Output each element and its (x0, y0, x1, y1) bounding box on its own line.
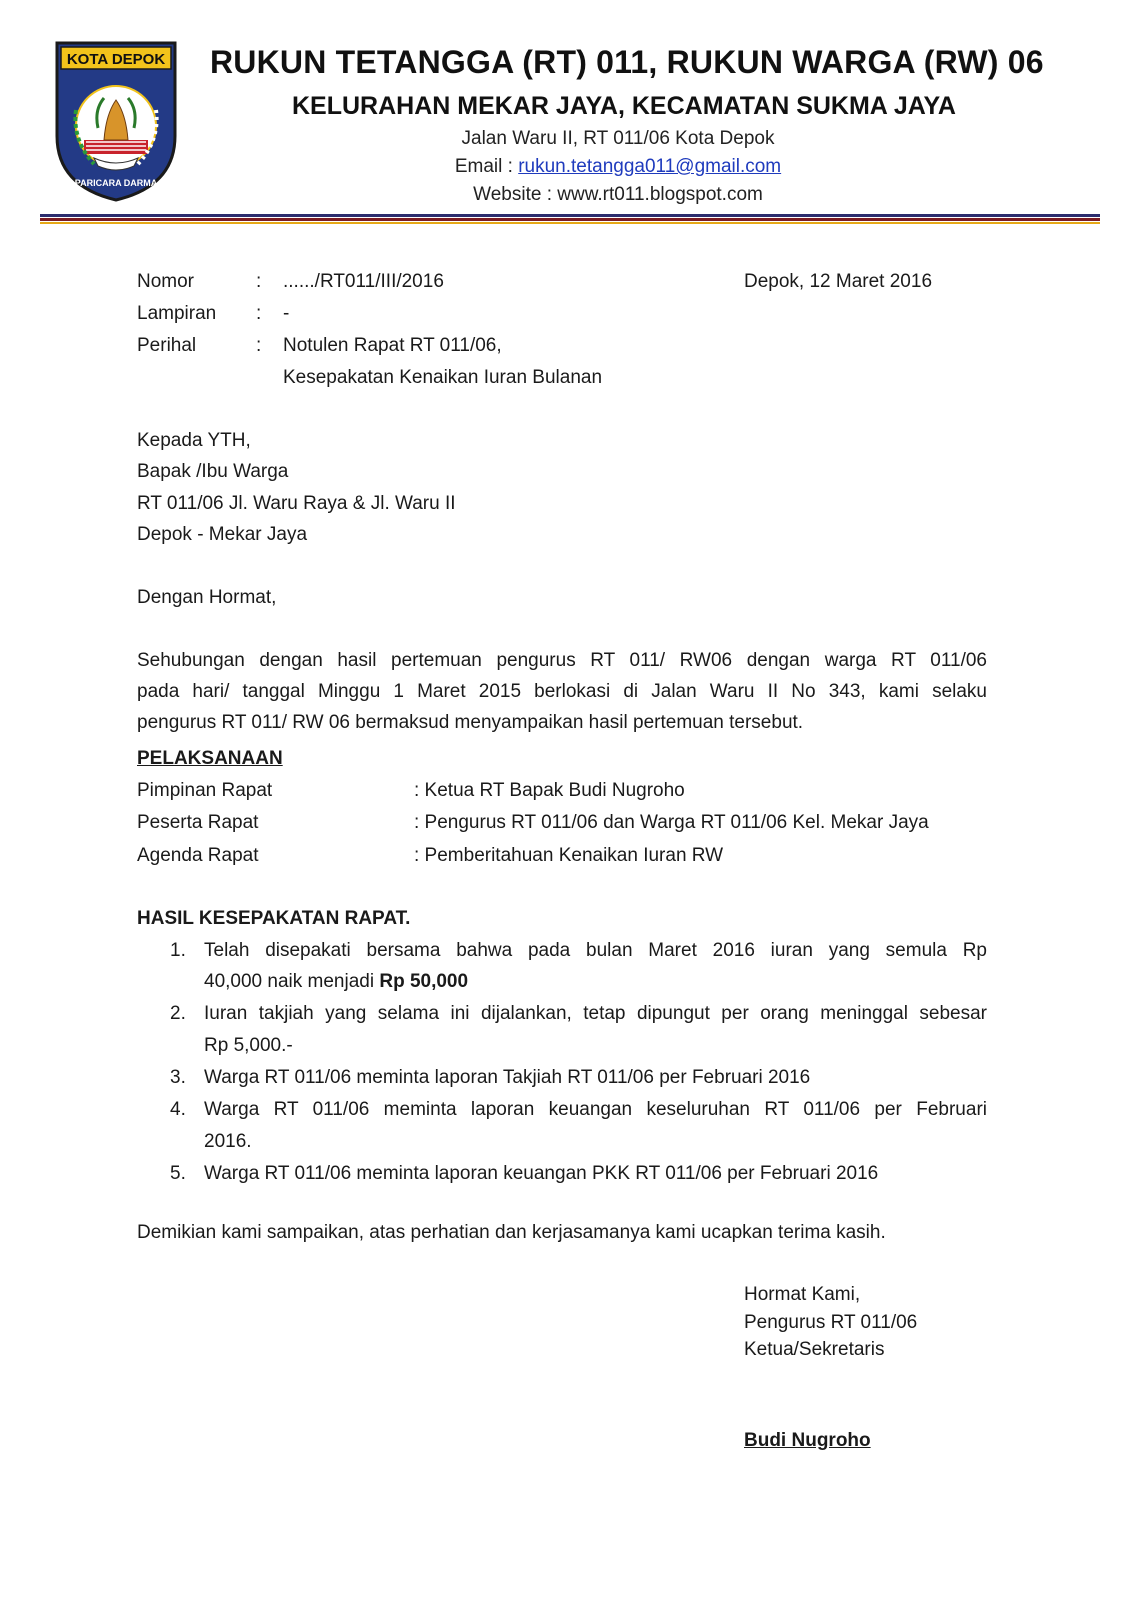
intro-line2: pada hari/ tanggal Minggu 1 Maret 2015 berlokasi di Jalan Waru II No 343, kami selaku (137, 681, 987, 702)
item-number: 3. (170, 1067, 186, 1088)
item-number: 5. (170, 1163, 186, 1184)
recipient-line2: Bapak /Ibu Warga (137, 461, 289, 482)
perihal-label: Perihal (137, 335, 197, 356)
lampiran-value: - (283, 303, 290, 324)
perihal-colon: : (256, 335, 262, 356)
closing-sentence: Demikian kami sampaikan, atas perhatian dan kerjasamanya kami ucapkan terima kasih. (137, 1222, 886, 1243)
emblem-motto: PARICARA DARMA (74, 178, 158, 188)
item-2-line1: Iuran takjiah yang selama ini dijalankan, tetap dipungut per orang meninggal sebesar (204, 1003, 987, 1024)
signatory-name: Budi Nugroho (744, 1430, 871, 1451)
nomor-colon: : (256, 271, 262, 292)
email-label: Email : (454, 156, 519, 177)
intro-line3: pengurus RT 011/ RW 06 bermaksud menyampaikan hasil pertemuan tersebut. (137, 712, 804, 733)
org-website: Website : www.rt011.blogspot.com (473, 184, 763, 205)
recipient-line1: Kepada YTH, (137, 430, 251, 451)
pimpinan-label: Pimpinan Rapat (137, 780, 273, 801)
agenda-label: Agenda Rapat (137, 845, 259, 866)
item-1-new-amount: Rp 50,000 (379, 971, 469, 992)
org-title: RUKUN TETANGGA (RT) 011, RUKUN WARGA (RW) 06 (210, 44, 1044, 80)
lampiran-label: Lampiran (137, 303, 217, 324)
place-date: Depok, 12 Maret 2016 (744, 271, 933, 292)
recipient-line4: Depok - Mekar Jaya (137, 524, 308, 545)
lampiran-colon: : (256, 303, 262, 324)
item-number: 1. (170, 940, 186, 961)
agenda-value: : Pemberitahuan Kenaikan Iuran RW (414, 845, 724, 866)
peserta-value: : Pengurus RT 011/06 dan Warga RT 011/06 Kel. Mekar Jaya (414, 812, 929, 833)
perihal-line1: Notulen Rapat RT 011/06, (283, 335, 502, 356)
item-1-line2-text: 40,000 naik menjadi (204, 971, 380, 992)
item-1-line2 (204, 971, 468, 993)
header-rule-navy (40, 214, 1100, 217)
org-subtitle: KELURAHAN MEKAR JAYA, KECAMATAN SUKMA JAYA (292, 92, 956, 120)
pimpinan-value: : Ketua RT Bapak Budi Nugroho (414, 780, 685, 801)
peserta-label: Peserta Rapat (137, 812, 259, 833)
item-5-line1: Warga RT 011/06 meminta laporan keuangan PKK RT 011/06 per Februari 2016 (204, 1163, 879, 1184)
nomor-label: Nomor (137, 271, 195, 292)
item-3-line1: Warga RT 011/06 meminta laporan Takjiah RT 011/06 per Februari 2016 (204, 1067, 811, 1088)
org-email-line (0, 156, 1132, 178)
item-2-line2: Rp 5,000.- (204, 1035, 293, 1056)
nomor-value: ....../RT011/III/2016 (283, 271, 444, 292)
perihal-line2: Kesepakatan Kenaikan Iuran Bulanan (283, 367, 603, 388)
item-4-line2: 2016. (204, 1131, 252, 1152)
greeting: Dengan Hormat, (137, 587, 277, 608)
recipient-line3: RT 011/06 Jl. Waru Raya & Jl. Waru II (137, 493, 456, 514)
header-rule-gold (40, 222, 1100, 224)
kota-depok-emblem (54, 40, 178, 204)
item-1-line1: Telah disepakati bersama bahwa pada bulan Maret 2016 iuran yang semula Rp (204, 940, 987, 961)
signature-line1: Hormat Kami, (744, 1284, 861, 1305)
item-number: 2. (170, 1003, 186, 1024)
signature-line3: Ketua/Sekretaris (744, 1339, 885, 1360)
item-number: 4. (170, 1099, 186, 1120)
email-link[interactable]: rukun.tetangga011@gmail.com (518, 156, 782, 177)
pelaksanaan-heading: PELAKSANAAN (137, 748, 283, 769)
item-4-line1: Warga RT 011/06 meminta laporan keuangan keseluruhan RT 011/06 per Februari (204, 1099, 987, 1120)
intro-line1: Sehubungan dengan hasil pertemuan pengurus RT 011/ RW06 dengan warga RT 011/06 (137, 650, 987, 671)
signature-line2: Pengurus RT 011/06 (744, 1312, 918, 1333)
org-address: Jalan Waru II, RT 011/06 Kota Depok (461, 128, 775, 149)
emblem-title: KOTA DEPOK (66, 51, 166, 68)
header-rule-maroon (40, 218, 1100, 221)
hasil-heading: HASIL KESEPAKATAN RAPAT. (137, 908, 411, 929)
